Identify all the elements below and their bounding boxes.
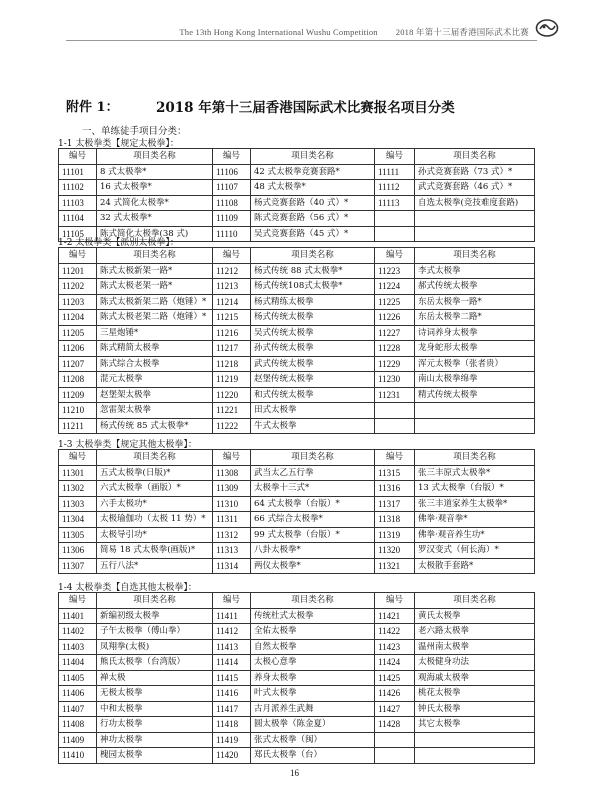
item-name: 李式太极拳 bbox=[415, 263, 535, 279]
column-header-name: 项目类名称 bbox=[415, 248, 535, 264]
item-code: 11206 bbox=[59, 341, 97, 357]
item-code: 11208 bbox=[59, 372, 97, 388]
item-code: 11317 bbox=[375, 496, 415, 512]
item-code: 11111 bbox=[375, 164, 415, 180]
item-code: 11302 bbox=[59, 481, 97, 497]
item-code: 11103 bbox=[59, 195, 97, 211]
table-row bbox=[59, 325, 535, 341]
item-code: 11309 bbox=[213, 481, 251, 497]
item-code: 11313 bbox=[213, 543, 251, 559]
item-code: 11423 bbox=[375, 639, 415, 655]
item-name: 杨式传统108式太极拳* bbox=[251, 279, 375, 295]
item-name: 武式传统太极拳 bbox=[251, 356, 375, 372]
item-code: 11214 bbox=[213, 294, 251, 310]
item-name: 罗汉变式（何长海）* bbox=[415, 543, 535, 559]
item-code: 11418 bbox=[213, 717, 251, 733]
item-code: 11109 bbox=[213, 211, 251, 227]
item-name: 赵堡传统太极拳 bbox=[251, 372, 375, 388]
column-header-name: 项目类名称 bbox=[251, 593, 375, 609]
item-code: 11425 bbox=[375, 670, 415, 686]
table-row bbox=[59, 481, 535, 497]
item-code: 11107 bbox=[213, 180, 251, 196]
column-header-code: 编号 bbox=[59, 149, 97, 165]
column-header-code: 编号 bbox=[59, 450, 97, 466]
item-name: 陈式综合太极拳 bbox=[97, 356, 213, 372]
table-row bbox=[59, 512, 535, 528]
table-row bbox=[59, 558, 535, 574]
table-row bbox=[59, 356, 535, 372]
table-row bbox=[59, 624, 535, 640]
item-name: 桃花太极拳 bbox=[415, 686, 535, 702]
item-name: 陈式太极新架一路* bbox=[97, 263, 213, 279]
table-row bbox=[59, 310, 535, 326]
table-header-row bbox=[59, 450, 535, 466]
item-code: 11201 bbox=[59, 263, 97, 279]
item-code: 11110 bbox=[213, 226, 251, 242]
item-name bbox=[415, 211, 535, 227]
item-code: 11224 bbox=[375, 279, 415, 295]
item-code: 11225 bbox=[375, 294, 415, 310]
item-code: 11213 bbox=[213, 279, 251, 295]
group-table bbox=[58, 592, 535, 764]
item-code: 11310 bbox=[213, 496, 251, 512]
table-row bbox=[59, 164, 535, 180]
item-name: 简易 18 式太极拳(画版)* bbox=[97, 543, 213, 559]
item-code: 11415 bbox=[213, 670, 251, 686]
item-name: 武当太乙五行拳 bbox=[251, 465, 375, 481]
item-name: 精式传统太极拳 bbox=[415, 387, 535, 403]
item-code: 11315 bbox=[375, 465, 415, 481]
column-header-code: 编号 bbox=[213, 248, 251, 264]
item-name: 太极导引功* bbox=[97, 527, 213, 543]
column-header-name: 项目类名称 bbox=[415, 450, 535, 466]
item-code: 11422 bbox=[375, 624, 415, 640]
item-name: 张三丰原式太极拳* bbox=[415, 465, 535, 481]
table-header-row bbox=[59, 593, 535, 609]
item-name: 郝式传统太极拳 bbox=[415, 279, 535, 295]
table-header-row bbox=[59, 248, 535, 264]
column-header-code: 编号 bbox=[375, 248, 415, 264]
item-code: 11108 bbox=[213, 195, 251, 211]
column-header-code: 编号 bbox=[375, 149, 415, 165]
item-name: 其它太极拳 bbox=[415, 717, 535, 733]
item-name: 陈式太极老架一路* bbox=[97, 279, 213, 295]
item-name: 龙身蛇形太极拳 bbox=[415, 341, 535, 357]
header-title bbox=[179, 26, 529, 38]
item-name bbox=[415, 403, 535, 419]
column-header-name: 项目类名称 bbox=[97, 450, 213, 466]
item-code: 11413 bbox=[213, 639, 251, 655]
column-header-code: 编号 bbox=[213, 450, 251, 466]
table-row bbox=[59, 527, 535, 543]
item-name: 赵堡架太极拳 bbox=[97, 387, 213, 403]
group-label: 1-1 太极拳类【规定太极拳】： bbox=[58, 139, 179, 149]
item-code: 11230 bbox=[375, 372, 415, 388]
item-name: 东岳太极拳一路* bbox=[415, 294, 535, 310]
item-code bbox=[375, 748, 415, 764]
item-name: 太极瑜伽功（太极 11 势）* bbox=[97, 512, 213, 528]
item-code: 11424 bbox=[375, 655, 415, 671]
table-row bbox=[59, 418, 535, 434]
item-code: 11401 bbox=[59, 608, 97, 624]
item-name: 陈式竞赛套路（56 式）* bbox=[251, 211, 375, 227]
item-name: 牛式太极拳 bbox=[251, 418, 375, 434]
item-name: 忽雷架太极拳 bbox=[97, 403, 213, 419]
item-name: 老六路太极拳 bbox=[415, 624, 535, 640]
table-row bbox=[59, 387, 535, 403]
item-code: 11101 bbox=[59, 164, 97, 180]
column-header-name: 项目类名称 bbox=[97, 593, 213, 609]
item-name: 禅太极 bbox=[97, 670, 213, 686]
item-code: 11218 bbox=[213, 356, 251, 372]
item-code: 11402 bbox=[59, 624, 97, 640]
item-code: 11220 bbox=[213, 387, 251, 403]
item-name: 传统杜式太极拳 bbox=[251, 608, 375, 624]
item-code bbox=[375, 226, 415, 242]
table-row bbox=[59, 341, 535, 357]
group-label: 1-2 太极拳类【派别太极拳】： bbox=[58, 238, 179, 248]
table-row bbox=[59, 279, 535, 295]
item-name: 和式传统太极拳 bbox=[251, 387, 375, 403]
item-code: 11312 bbox=[213, 527, 251, 543]
item-code: 11204 bbox=[59, 310, 97, 326]
item-name: 杨式精练太极拳 bbox=[251, 294, 375, 310]
item-name: 观海戚太极拳 bbox=[415, 670, 535, 686]
item-code: 11403 bbox=[59, 639, 97, 655]
column-header-name: 项目类名称 bbox=[415, 149, 535, 165]
item-code: 11221 bbox=[213, 403, 251, 419]
item-name: 佛拳·观音养生功* bbox=[415, 527, 535, 543]
item-code: 11426 bbox=[375, 686, 415, 702]
column-header-code: 编号 bbox=[59, 593, 97, 609]
item-name: 五行八法* bbox=[97, 558, 213, 574]
item-name: 全佑太极拳 bbox=[251, 624, 375, 640]
item-name: 槐园太极拳 bbox=[97, 748, 213, 764]
item-code: 11419 bbox=[213, 732, 251, 748]
item-code: 11410 bbox=[59, 748, 97, 764]
page-header bbox=[0, 0, 589, 58]
item-code: 11305 bbox=[59, 527, 97, 543]
table-row bbox=[59, 465, 535, 481]
item-name: 太极健身功法 bbox=[415, 655, 535, 671]
table-row bbox=[59, 263, 535, 279]
item-name: 99 式太极拳（台版）* bbox=[251, 527, 375, 543]
annex-label: 附件 1： bbox=[66, 100, 119, 115]
table-row bbox=[59, 543, 535, 559]
item-code: 11223 bbox=[375, 263, 415, 279]
item-code: 11311 bbox=[213, 512, 251, 528]
item-name: 熊氏太极拳（台湾版） bbox=[97, 655, 213, 671]
item-code: 11320 bbox=[375, 543, 415, 559]
item-code: 11205 bbox=[59, 325, 97, 341]
table-row bbox=[59, 639, 535, 655]
item-code: 11416 bbox=[213, 686, 251, 702]
item-name: 陈式太极老架二路（炮锤）* bbox=[97, 310, 213, 326]
item-name bbox=[415, 732, 535, 748]
group-table bbox=[58, 247, 535, 434]
item-code: 11306 bbox=[59, 543, 97, 559]
table-row bbox=[59, 180, 535, 196]
item-name: 32 式太极拳* bbox=[97, 211, 213, 227]
item-code: 11321 bbox=[375, 558, 415, 574]
column-header-name: 项目类名称 bbox=[251, 450, 375, 466]
item-code: 11307 bbox=[59, 558, 97, 574]
table-row bbox=[59, 701, 535, 717]
item-name: 叶式太极拳 bbox=[251, 686, 375, 702]
item-code: 11411 bbox=[213, 608, 251, 624]
group-table bbox=[58, 449, 535, 574]
item-name: 南山太极拳绵拳 bbox=[415, 372, 535, 388]
item-name: 东岳太极拳二路* bbox=[415, 310, 535, 326]
item-code: 11428 bbox=[375, 717, 415, 733]
item-code: 11408 bbox=[59, 717, 97, 733]
item-code: 11215 bbox=[213, 310, 251, 326]
table-row bbox=[59, 372, 535, 388]
item-name: 圆太极拳（陈金夏） bbox=[251, 717, 375, 733]
item-name: 杨式竞赛套路（40 式）* bbox=[251, 195, 375, 211]
item-name: 郑氏太极拳（台） bbox=[251, 748, 375, 764]
item-name: 吴式传统太极拳 bbox=[251, 325, 375, 341]
item-name: 武式竞赛套路（46 式）* bbox=[415, 180, 535, 196]
item-code: 11227 bbox=[375, 325, 415, 341]
item-code: 11406 bbox=[59, 686, 97, 702]
column-header-code: 编号 bbox=[213, 149, 251, 165]
item-name: 行功太极拳 bbox=[97, 717, 213, 733]
item-name: 太极心意拳 bbox=[251, 655, 375, 671]
item-code: 11427 bbox=[375, 701, 415, 717]
item-name: 孙式传统太极拳 bbox=[251, 341, 375, 357]
item-name: 无极太极拳 bbox=[97, 686, 213, 702]
table-header-row bbox=[59, 149, 535, 165]
table-row bbox=[59, 294, 535, 310]
competition-logo-icon bbox=[535, 16, 559, 40]
item-name: 六手太极功* bbox=[97, 496, 213, 512]
item-code: 11216 bbox=[213, 325, 251, 341]
item-name: 八卦太极拳* bbox=[251, 543, 375, 559]
table-row bbox=[59, 686, 535, 702]
item-code: 11303 bbox=[59, 496, 97, 512]
item-code: 11207 bbox=[59, 356, 97, 372]
group-table bbox=[58, 148, 535, 242]
item-code: 11229 bbox=[375, 356, 415, 372]
item-name: 8 式太极拳* bbox=[97, 164, 213, 180]
item-code: 11231 bbox=[375, 387, 415, 403]
item-name: 48 式太极拳* bbox=[251, 180, 375, 196]
item-code: 11308 bbox=[213, 465, 251, 481]
item-name bbox=[415, 226, 535, 242]
item-code bbox=[375, 418, 415, 434]
header-cn-title: 2018 年第十三届香港国际武术比赛 bbox=[395, 27, 529, 37]
item-name: 杨式传统 88 式太极拳* bbox=[251, 263, 375, 279]
group-label: 1-3 太极拳类【规定其他太极拳】： bbox=[58, 440, 197, 450]
item-name: 太极拳十三式* bbox=[251, 481, 375, 497]
item-name bbox=[415, 748, 535, 764]
item-code: 11304 bbox=[59, 512, 97, 528]
item-code: 11212 bbox=[213, 263, 251, 279]
column-header-code: 编号 bbox=[375, 450, 415, 466]
column-header-code: 编号 bbox=[59, 248, 97, 264]
table-row bbox=[59, 496, 535, 512]
item-name: 陈式简化太极拳(38 式) bbox=[97, 226, 213, 242]
title-row bbox=[66, 96, 536, 116]
item-name: 张式太极拳（闽） bbox=[251, 732, 375, 748]
item-name: 13 式太极拳（台版）* bbox=[415, 481, 535, 497]
item-name: 自选太极拳(竞技难度套路) bbox=[415, 195, 535, 211]
item-name: 佛拳·观音拳* bbox=[415, 512, 535, 528]
item-name: 中和太极拳 bbox=[97, 701, 213, 717]
section-title: 一、单练徒手项目分类： bbox=[82, 126, 187, 137]
item-name: 24 式简化太极拳* bbox=[97, 195, 213, 211]
column-header-name: 项目类名称 bbox=[251, 149, 375, 165]
header-divider bbox=[66, 40, 537, 41]
item-code: 11404 bbox=[59, 655, 97, 671]
table-row bbox=[59, 195, 535, 211]
item-name: 黄氏太极拳 bbox=[415, 608, 535, 624]
item-name: 三星炮锤* bbox=[97, 325, 213, 341]
item-name: 吴式竞赛套路（45 式）* bbox=[251, 226, 375, 242]
table-row bbox=[59, 748, 535, 764]
table-row bbox=[59, 670, 535, 686]
item-code: 11105 bbox=[59, 226, 97, 242]
item-name: 田式太极拳 bbox=[251, 403, 375, 419]
item-name: 温州南太极拳 bbox=[415, 639, 535, 655]
table-row bbox=[59, 403, 535, 419]
item-name bbox=[415, 418, 535, 434]
item-code: 11314 bbox=[213, 558, 251, 574]
column-header-code: 编号 bbox=[213, 593, 251, 609]
item-code: 11203 bbox=[59, 294, 97, 310]
item-code: 11318 bbox=[375, 512, 415, 528]
item-code: 11301 bbox=[59, 465, 97, 481]
item-name: 子午太极拳（傅山拳） bbox=[97, 624, 213, 640]
item-name: 16 式太极拳* bbox=[97, 180, 213, 196]
column-header-name: 项目类名称 bbox=[415, 593, 535, 609]
item-code: 11210 bbox=[59, 403, 97, 419]
item-name: 杨式传统太极拳 bbox=[251, 310, 375, 326]
item-code: 11420 bbox=[213, 748, 251, 764]
item-name: 浑元太极拳（张者贵） bbox=[415, 356, 535, 372]
item-name: 古月派养生武舞 bbox=[251, 701, 375, 717]
page-number: 16 bbox=[290, 768, 299, 778]
item-code: 11407 bbox=[59, 701, 97, 717]
item-code: 11409 bbox=[59, 732, 97, 748]
item-code: 11226 bbox=[375, 310, 415, 326]
table-row bbox=[59, 717, 535, 733]
item-code: 11113 bbox=[375, 195, 415, 211]
column-header-code: 编号 bbox=[375, 593, 415, 609]
item-name: 42 式太极拳竞赛套路* bbox=[251, 164, 375, 180]
item-code: 11104 bbox=[59, 211, 97, 227]
document-title: 2018 年第十三届香港国际武术比赛报名项目分类 bbox=[156, 100, 455, 116]
item-name: 陈式精简太极拳 bbox=[97, 341, 213, 357]
column-header-name: 项目类名称 bbox=[97, 149, 213, 165]
item-code bbox=[375, 732, 415, 748]
item-code bbox=[375, 403, 415, 419]
item-name: 陈式太极新架二路（炮锤）* bbox=[97, 294, 213, 310]
group-label: 1-4 太极拳类【自选其他太极拳】： bbox=[58, 583, 197, 593]
item-name: 凤翔拳(太极) bbox=[97, 639, 213, 655]
column-header-name: 项目类名称 bbox=[251, 248, 375, 264]
item-code: 11217 bbox=[213, 341, 251, 357]
item-code: 11319 bbox=[375, 527, 415, 543]
item-name: 64 式太极拳（台版）* bbox=[251, 496, 375, 512]
item-code: 11219 bbox=[213, 372, 251, 388]
item-code: 11106 bbox=[213, 164, 251, 180]
item-code: 11209 bbox=[59, 387, 97, 403]
item-code: 11412 bbox=[213, 624, 251, 640]
item-code: 11112 bbox=[375, 180, 415, 196]
item-name: 诗词养身太极拳 bbox=[415, 325, 535, 341]
header-en-title: The 13th Hong Kong International Wushu Competition bbox=[179, 27, 378, 37]
item-code: 11228 bbox=[375, 341, 415, 357]
item-name: 两仪太极拳* bbox=[251, 558, 375, 574]
item-code: 11211 bbox=[59, 418, 97, 434]
item-code: 11222 bbox=[213, 418, 251, 434]
item-name: 66 式综合太极拳* bbox=[251, 512, 375, 528]
item-code: 11102 bbox=[59, 180, 97, 196]
item-name: 养身太极拳 bbox=[251, 670, 375, 686]
column-header-name: 项目类名称 bbox=[97, 248, 213, 264]
item-code bbox=[375, 211, 415, 227]
item-name: 自然太极拳 bbox=[251, 639, 375, 655]
item-name: 六式太极拳（画版）* bbox=[97, 481, 213, 497]
item-code: 11202 bbox=[59, 279, 97, 295]
table-row bbox=[59, 655, 535, 671]
item-code: 11316 bbox=[375, 481, 415, 497]
table-row bbox=[59, 608, 535, 624]
item-name: 新编初级太极拳 bbox=[97, 608, 213, 624]
item-name: 五式太极拳(日版)* bbox=[97, 465, 213, 481]
item-name: 混元太极拳 bbox=[97, 372, 213, 388]
item-code: 11417 bbox=[213, 701, 251, 717]
item-code: 11414 bbox=[213, 655, 251, 671]
item-name: 神功太极拳 bbox=[97, 732, 213, 748]
item-name: 孙式竞赛套路（73 式）* bbox=[415, 164, 535, 180]
item-name: 太极散手套路* bbox=[415, 558, 535, 574]
table-row bbox=[59, 732, 535, 748]
item-name: 杨式传统 85 式太极拳* bbox=[97, 418, 213, 434]
item-code: 11421 bbox=[375, 608, 415, 624]
item-code: 11405 bbox=[59, 670, 97, 686]
item-name: 钟氏太极拳 bbox=[415, 701, 535, 717]
item-name: 张三丰道家养生太极拳* bbox=[415, 496, 535, 512]
table-row bbox=[59, 211, 535, 227]
